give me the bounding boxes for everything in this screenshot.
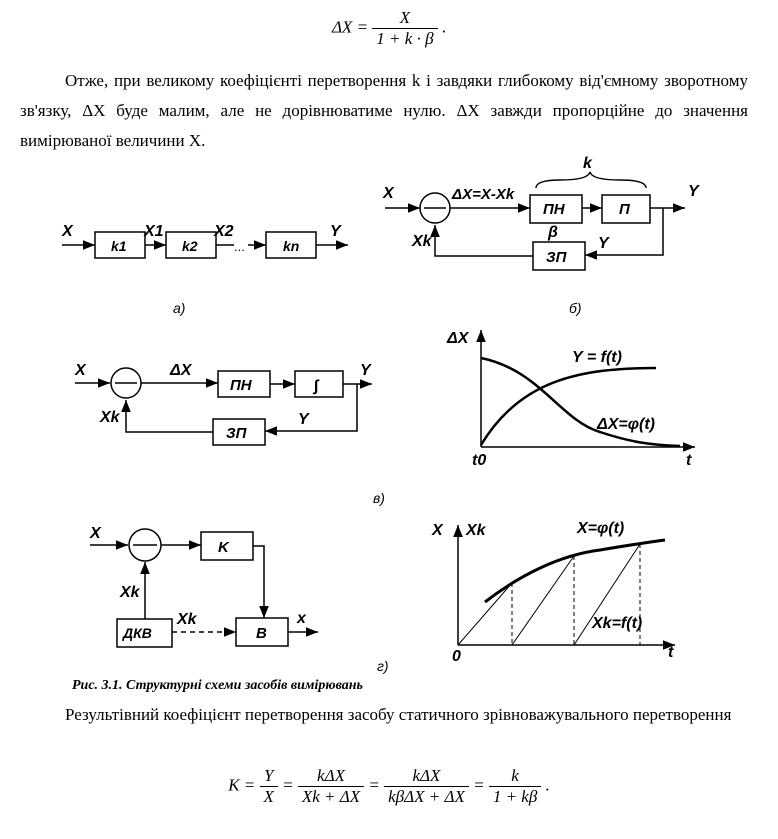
eq-bottom-frac-3	[384, 766, 469, 807]
eq-b-f4-den: 1 + kβ	[492, 787, 538, 806]
g-output: x	[297, 610, 306, 627]
g-b: В	[256, 625, 267, 642]
g-label: г)	[377, 658, 389, 674]
a-x2: X2	[214, 223, 234, 240]
v-input: X	[75, 362, 86, 379]
curve-y-f-t	[481, 368, 656, 445]
gg-origin: 0	[452, 648, 461, 665]
paragraph-1: Отже, при великому коефіцієнті перетворення k і завдяки глибокому від'ємному зворотному зв'язку, ΔX буде малим, але не дорівнюватиме нулю. ΔX завжди пропорційне до значення вимірюваної величини X.	[20, 71, 748, 150]
gv-curve2: ΔX=φ(t)	[597, 416, 655, 433]
a-label: а)	[173, 300, 186, 316]
b-xk: Xk	[412, 233, 432, 250]
g-dkv: ДКВ	[123, 625, 152, 641]
g-xk2: Xk	[177, 611, 197, 628]
b-pn: ПН	[543, 201, 565, 218]
equation-bottom	[0, 766, 778, 807]
graph-v	[481, 330, 695, 447]
b-brace-k: k	[583, 155, 592, 172]
v-y: Y	[298, 411, 309, 428]
a-x1: X1	[144, 223, 164, 240]
a-k1: k1	[111, 238, 127, 254]
gg-xaxis: t	[668, 644, 674, 661]
eq-bottom-frac-4	[489, 766, 541, 807]
a-output: Y	[330, 223, 341, 240]
gv-t0: t0	[472, 452, 487, 469]
gv-yaxis: ΔX	[447, 330, 469, 347]
eq-top-lhs: ΔX =	[331, 17, 373, 37]
eq-b-f1-num: Y	[260, 766, 278, 787]
gg-yaxis1: X	[432, 522, 443, 539]
gg-yaxis2: Xk	[466, 522, 486, 539]
eq-bottom-frac-1	[260, 766, 278, 807]
diagram-v	[75, 368, 372, 445]
eq-top-numerator: X	[372, 8, 437, 29]
paragraph-2: Результівний коефіцієнт перетворення засобу статичного зрівноважувального перетворення	[65, 705, 732, 724]
eq-bottom-tail: .	[545, 775, 550, 795]
b-zp: ЗП	[546, 249, 567, 266]
eq-bottom-frac-2	[298, 766, 364, 807]
v-xk: Xk	[100, 409, 120, 426]
graph-g	[458, 525, 675, 645]
block-int-v	[295, 371, 343, 397]
eq-bottom-eq-3: =	[473, 775, 485, 795]
eq-b-f2-den: Xk + ΔX	[301, 787, 361, 806]
b-beta: β	[548, 224, 558, 241]
gv-curve1: Y = f(t)	[572, 349, 622, 366]
eq-b-f3-den: kβΔX + ΔX	[388, 787, 465, 806]
eq-b-f2-num: kΔX	[298, 766, 364, 787]
a-k2: k2	[182, 238, 198, 254]
g-k: K	[218, 539, 229, 556]
eq-top-denominator: 1 + k · β	[376, 29, 434, 48]
eq-bottom-eq-2: =	[368, 775, 380, 795]
g-input: X	[90, 525, 101, 542]
b-input: X	[383, 185, 394, 202]
gg-curve2: Xk=f(t)	[592, 615, 643, 632]
v-int: ∫	[314, 378, 319, 395]
eq-b-f3-num: kΔX	[384, 766, 469, 787]
v-pn: ПН	[230, 377, 252, 394]
v-label: в)	[373, 490, 385, 506]
v-zp: ЗП	[226, 425, 247, 442]
g-xk: Xk	[120, 584, 140, 601]
b-y: Y	[598, 235, 609, 252]
eq-bottom-k: K =	[228, 775, 260, 795]
diagram-b	[385, 172, 685, 270]
figure-caption: Рис. 3.1. Структурні схеми засобів вимірювань	[72, 678, 363, 693]
b-p: П	[619, 201, 630, 218]
v-delta: ΔX	[170, 362, 192, 379]
a-input: X	[62, 223, 73, 240]
a-kn: kn	[283, 238, 300, 254]
b-label: б)	[569, 300, 582, 316]
v-output: Y	[360, 362, 371, 379]
eq-top-tail: .	[441, 17, 447, 37]
eq-bottom-eq-1: =	[282, 775, 294, 795]
eq-b-f4-num: k	[489, 766, 541, 787]
eq-b-f1-den: X	[263, 787, 274, 806]
b-output: Y	[688, 183, 699, 200]
diagram-a	[62, 232, 348, 258]
gg-curve1: X=φ(t)	[577, 520, 625, 537]
brace-k	[536, 172, 646, 188]
a-dots: ...	[234, 239, 245, 254]
b-delta: ΔX=X-Xk	[452, 186, 515, 203]
gv-xaxis: t	[686, 452, 692, 469]
